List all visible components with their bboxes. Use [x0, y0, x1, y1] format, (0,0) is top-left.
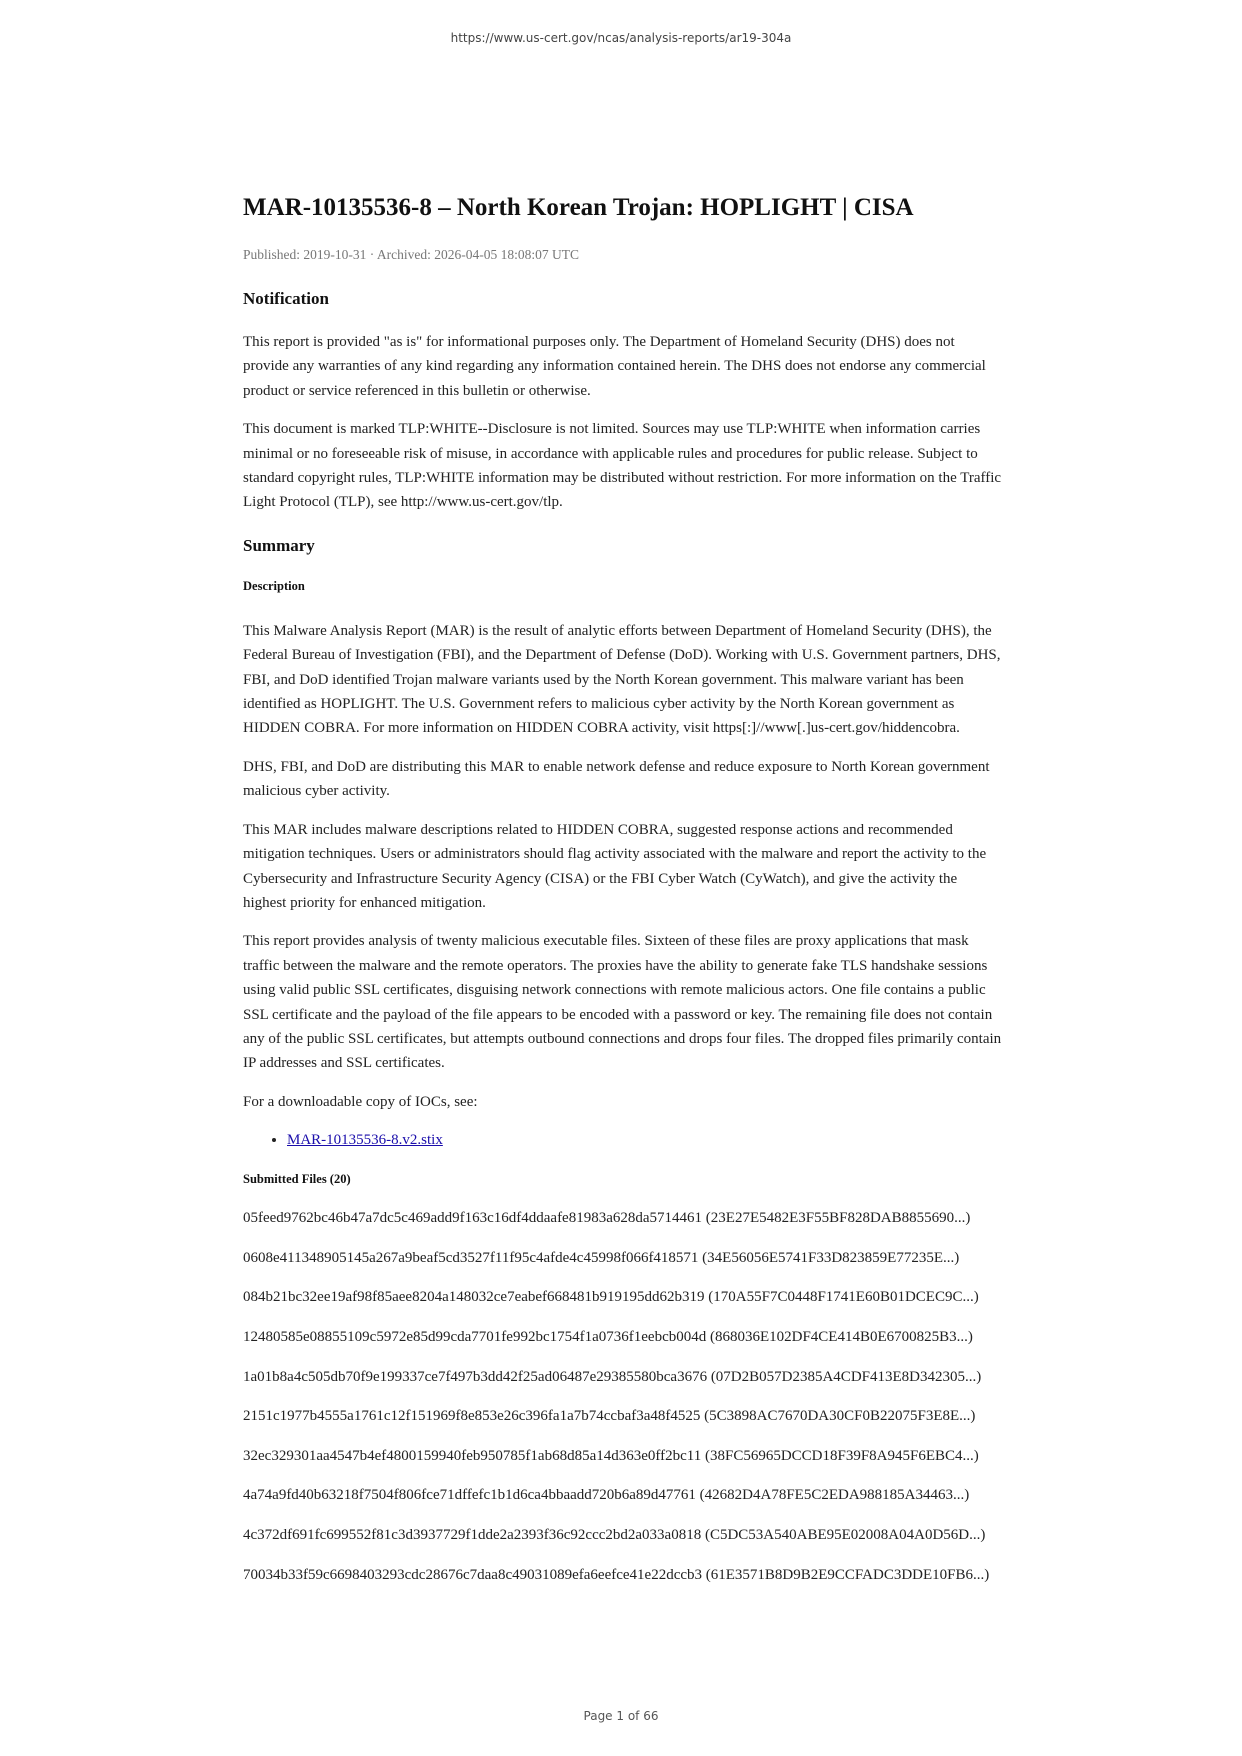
submitted-file-item: 4a74a9fd40b63218f7504f806fce71dffefc1b1d6ca4bbaadd720b6a89d47761 (42682D4A78FE5C2EDA988185A34463...): [243, 1487, 970, 1504]
ioc-intro: For a downloadable copy of IOCs, see:: [243, 1093, 478, 1110]
submitted-files-heading: Submitted Files (20): [243, 1172, 351, 1187]
submitted-file-item: 2151c1977b4555a1761c12f151969f8e853e26c396fa1a7b74ccbaf3a48f4525 (5C3898AC7670DA30CF0B22075F3E8E...): [243, 1408, 976, 1425]
summary-paragraph: This MAR includes malware descriptions related to HIDDEN COBRA, suggested response actions and recommended mitigation techniques. Users or administrators should flag activity associated with the malware and report the activity to the Cybersecurity and Infrastructure Security Agency (CISA) or the FBI Cyber Watch (CyWatch), and give the activity the highest priority for enhanced mitigation.: [243, 821, 987, 911]
submitted-file-item: 4c372df691fc699552f81c3d3937729f1dde2a2393f36c92ccc2bd2a033a0818 (C5DC53A540ABE95E02008A04A0D56D...): [243, 1526, 986, 1543]
summary-paragraph: DHS, FBI, and DoD are distributing this MAR to enable network defense and reduce exposure to North Korean government malicious cyber activity.: [243, 758, 990, 800]
list-item: [287, 1128, 1003, 1152]
submitted-file-item: 70034b33f59c6698403293cdc28676c7daa8c49031089efa6eefce41e22dccb3 (61E3571B8D9B2E9CCFADC3DDE10FB6...): [243, 1566, 990, 1583]
notification-paragraph: This report is provided "as is" for informational purposes only. The Department of Homeland Security (DHS) does not provide any warranties of any kind regarding any information contained herein. The DHS does not endorse any commercial product or service referenced in this bulletin or otherwise.: [243, 334, 986, 399]
submitted-file-item: 1a01b8a4c505db70f9e199337ce7f497b3dd42f25ad06487e29385580bca3676 (07D2B057D2385A4CDF413E8D342305...): [243, 1368, 982, 1385]
submitted-file-item: 0608e411348905145a267a9beaf5cd3527f11f95c4afde4c45998f066f418571 (34E56056E5741F33D823859E77235E...): [243, 1249, 960, 1266]
summary-paragraph: This Malware Analysis Report (MAR) is the result of analytic efforts between Department of Homeland Security (DHS), the Federal Bureau of Investigation (FBI), and the Department of Defense (DoD). Working with U.S. Government partners, DHS, FBI, and DoD identified Trojan malware variants used by the North Korean government. This malware variant has been identified as HOPLIGHT. The U.S. Government refers to malicious cyber activity by the North Korean government as HIDDEN COBRA. For more information on HIDDEN COBRA activity, visit https[:]//www[.]us-cert.gov/hiddencobra.: [243, 622, 1001, 737]
submitted-file-item: 084b21bc32ee19af98f85aee8204a148032ce7eabef668481b919195dd62b319 (170A55F7C0448F1741E60B01DCEC9C...): [243, 1289, 979, 1306]
page-number: Page 1 of 66: [583, 1709, 659, 1723]
description-heading: Description: [243, 578, 305, 593]
summary-paragraph: This report provides analysis of twenty malicious executable files. Sixteen of these files are proxy applications that mask traffic between the malware and the remote operators. The proxies have the ability to generate fake TLS handshake sessions using valid public SSL certificates, disguising network connections with remote malicious actors. One file contains a public SSL certificate and the payload of the file appears to be encoded with a password or key. The remaining file does not contain any of the public SSL certificates, but attempts outbound connections and drops four files. The dropped files primarily contain IP addresses and SSL certificates.: [243, 933, 1002, 1072]
summary-heading: Summary: [243, 535, 315, 555]
ioc-link-list: [243, 1128, 1003, 1152]
submitted-file-item: 32ec329301aa4547b4ef4800159940feb950785f1ab68d85a14d363e0ff2bc11 (38FC56965DCCD18F39F8A945F6EBC4...): [243, 1447, 979, 1464]
notification-heading: Notification: [243, 289, 329, 308]
notification-paragraph: This document is marked TLP:WHITE--Disclosure is not limited. Sources may use TLP:WHITE when information carries minimal or no foreseeable risk of misuse, in accordance with applicable rules and procedures for public release. Subject to standard copyright rules, TLP:WHITE information may be distributed without restriction. For more information on the Traffic Light Protocol (TLP), see http://www.us-cert.gov/tlp.: [243, 421, 1002, 511]
document-body: [243, 192, 1003, 1604]
page-url-header: https://www.us-cert.gov/ncas/analysis-reports/ar19-304a: [450, 31, 792, 45]
ioc-stix-link[interactable]: MAR-10135536-8.v2.stix: [287, 1132, 443, 1149]
submitted-file-item: 12480585e08855109c5972e85d99cda7701fe992bc1754f1a0736f1eebcb004d (868036E102DF4CE414B0E6700825B3...): [243, 1328, 973, 1345]
publish-meta: Published: 2019-10-31 · Archived: 2026-04-05 18:08:07 UTC: [243, 247, 579, 262]
page-title: MAR-10135536-8 – North Korean Trojan: HOPLIGHT | CISA: [243, 194, 914, 221]
submitted-file-item: 05feed9762bc46b47a7dc5c469add9f163c16df4ddaafe81983a628da5714461 (23E27E5482E3F55BF828DAB8855690...): [243, 1210, 971, 1227]
